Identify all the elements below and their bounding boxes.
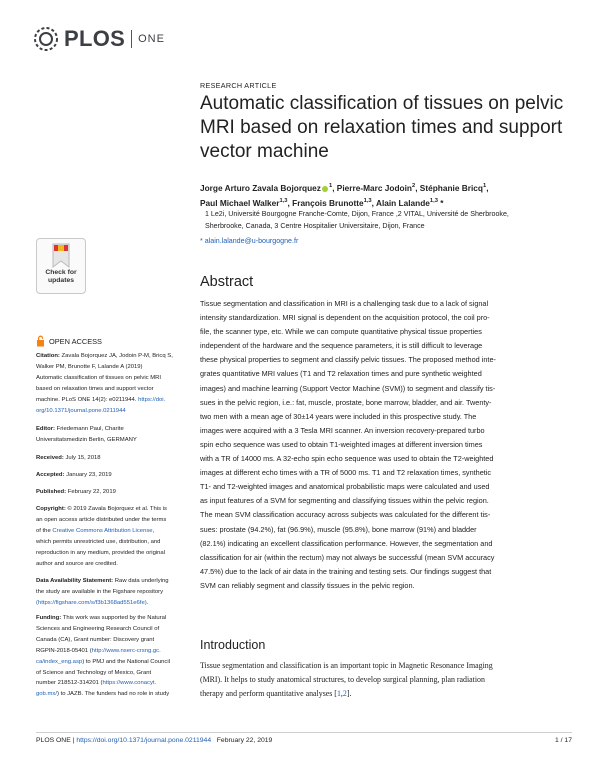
copyright-block: Copyright: © 2019 Zavala Bojorquez et al. This is an open access article distributed under the terms of the Creative Commons Attribution License, which permits unrestricted use, distribution, and reproduction in any medium, provided the original author and source are credited.: [36, 506, 167, 567]
author-name[interactable]: , Pierre-Marc Jodoin: [332, 182, 412, 193]
abstract-line: grates quantitative MRI values (T1 and T2 relaxation times and pure synthetic weighted: [200, 369, 482, 379]
funding-block: Funding: This work was supported by the Natural Sciences and Engineering Research Council of Canada (CA), Grant number: Discovery grant RGPIN-2018-05401 (http://www.nserc-crsng.gc. ca/index_eng.asp) to PMJ and the National Council of Science and Technology of Mexico, Grant number 218512-314201 (https://www.conacyt. gob.mx/) to JAZB. The funders had no role in study: [36, 615, 170, 698]
abstract-line: with a TR of 14000 ms. A 32-echo spin echo sequence was used to obtain the T2-weighted: [200, 454, 494, 464]
title-line: Automatic classification of tissues on pelvic: [200, 93, 564, 114]
figshare-link[interactable]: (https://figshare.com/s/f3b1368ad551e6fe): [36, 599, 147, 606]
introduction-heading: Introduction: [200, 638, 266, 652]
title-line: MRI based on relaxation times and support: [200, 117, 563, 138]
footer-doi-link[interactable]: https://doi.org/10.1371/journal.pone.0211944: [76, 737, 212, 744]
introduction-body: Tissue segmentation and classification is an important topic in Magnetic Resonance Imaging (MRI). It helps to study anatomical structures, to develop surgical planning, plan radiation therapy and perform quantitative analyses [1,2].: [200, 661, 493, 699]
author-list: Jorge Arturo Zavala Bojorquez $^1$, Pierre-Marc Jodoin$^2$, Stéphanie Bricq$^1$, Paul Michael Walker$^{1,3}$, François Brunotte$^{1,3}$, Alain Lalande$^{1,3}$ *: [200, 182, 489, 209]
abstract-line: independent of the hardware and the sequence parameters, it is still difficult to leverage: [200, 341, 483, 351]
abstract-line: 47.5%) due to the lack of air data in the training and testing sets. Our findings suggest that: [200, 566, 492, 576]
author-name[interactable]: , Stéphanie Bricq: [415, 182, 483, 193]
abstract-line: file, the scanner type, etc. While we can compute quantitative physical tissue properties: [200, 327, 482, 337]
abstract-body: [200, 297, 576, 593]
abstract-line: classification for air (within the rectum) may not always be successful (mean SVM accuracy: [200, 552, 495, 562]
logo-divider: [131, 30, 132, 48]
conacyt-link[interactable]: gob.mx/: [36, 691, 57, 698]
abstract-line: (82.1%) indicating an excellent classification performance. However, the segmentation and: [200, 538, 493, 548]
plos-logo[interactable]: [32, 22, 165, 56]
abstract-line: sues in the pelvic region, i.e.: fat, muscle, prostate, bone marrow, bladder, and air. Twenty-: [200, 397, 492, 407]
logo-text: PLOS: [64, 26, 126, 51]
author-name[interactable]: Paul Michael Walker: [200, 198, 280, 209]
badge-text: Check for: [45, 269, 77, 276]
article-type: RESEARCH ARTICLE: [200, 81, 277, 90]
reference-link[interactable]: 2: [342, 689, 347, 699]
abstract-line: as input features of a SVM for segmenting and classifying tissues within the pelvic region.: [200, 496, 489, 506]
nserc-link[interactable]: ca/index_eng.asp: [36, 658, 83, 665]
received-date: Received: July 15, 2018: [36, 455, 101, 461]
nserc-link[interactable]: http://www.nserc-crsng.gc.: [91, 647, 161, 654]
abstract-heading: Abstract: [200, 274, 254, 290]
conacyt-link[interactable]: https://www.conacyt.: [102, 680, 157, 687]
abstract-line: intensity standardization. MRI signal is dependent on the acquisition protocol, the coil pro-: [200, 313, 490, 323]
reference-link[interactable]: 1: [336, 689, 341, 699]
published-date: Published: February 22, 2019: [36, 489, 116, 495]
abstract-line: two men with a mean age of 30±14 years were included in this prospective study. The: [200, 411, 477, 421]
abstract-line: T1- and T2-weighted images and anatomical probabilistic maps were calculated and used: [200, 482, 490, 492]
author-name[interactable]: Jorge Arturo Zavala Bojorquez: [200, 182, 321, 193]
bookmark-ribbon-icon: [37, 241, 85, 271]
abstract-line: The mean SVM classification accuracy across subjects was calculated for the different tis-: [200, 510, 491, 520]
footer-citation: PLOS ONE | https://doi.org/10.1371/journal.pone.0211944 February 22, 2019: [36, 737, 273, 744]
affiliations: 1 Le2i, Université Bourgogne Franche-Comte, Dijon, France ,2 VITAL, Université de Sherbrooke, Sherbrooke, Canada, 3 Centre Hospitalier Universitaire, Dijon, France: [205, 210, 509, 230]
citation-block: Citation: Zavala Bojorquez JA, Jodoin P-M, Bricq S, Walker PM, Brunotte F, Lalande A (2019) Automatic classification of tissues on pelvic MRI based on relaxation times and support vector machine. PLoS ONE 14(2): e0211944. https://doi. org/10.1371/journal.pone.0211944: [36, 353, 173, 414]
article-title: [200, 92, 580, 164]
open-lock-icon: [36, 335, 45, 347]
abstract-line: sues: prostate (94.2%), fat (96.9%), muscle (95.8%), bone marrow (91%) and bladder: [200, 524, 477, 534]
badge-text: updates: [47, 277, 75, 284]
abstract-line: SVM can reliably segment and classify tissues in the pelvic region.: [200, 580, 415, 590]
check-for-updates-button[interactable]: [36, 238, 86, 294]
footer-divider: [36, 732, 572, 733]
editor-block: Editor: Friedemann Paul, Charite Universitatsmedizin Berlin, GERMANY: [36, 426, 137, 443]
abstract-line: Tissue segmentation and classification in MRI is a challenging task due to a lack of signal: [200, 299, 489, 308]
journal-name: ONE: [138, 33, 165, 45]
abstract-line: images) and machine learning (Support Vector Machine (SVM)) to segment and classify tis-: [200, 383, 496, 393]
abstract-line: images at different echo times with a TR of 5000 ms. T1 and T2 relaxation times, synthetic: [200, 468, 492, 478]
abstract-line: images were acquired with a 3 Tesla MRI scanner. An inversion recovery-prepared turbo: [200, 425, 485, 435]
license-link[interactable]: Creative Commons Attribution License: [52, 527, 153, 534]
abstract-line: these physical properties to segment and classify pelvic tissues. The proposed method inte-: [200, 355, 496, 365]
accepted-date: Accepted: January 23, 2019: [36, 472, 112, 478]
plos-logo-icon: [32, 25, 60, 53]
data-availability-block: Data Availability Statement: Raw data underlying the study are available in the Figshare repository (https://figshare.com/s/f3b1368ad551e6fe).: [36, 578, 169, 606]
orcid-icon[interactable]: [322, 186, 328, 192]
citation-doi-link[interactable]: https://doi.: [138, 396, 166, 403]
citation-doi-link[interactable]: org/10.1371/journal.pone.0211944: [36, 407, 126, 414]
author-name[interactable]: , Alain Lalande: [371, 198, 430, 209]
author-name[interactable]: , François Brunotte: [287, 198, 364, 209]
page-number: 1 / 17: [554, 737, 572, 744]
abstract-line: spin echo sequence was used to obtain T1-weighted images at different inversion times: [200, 439, 483, 449]
corresponding-email-link[interactable]: * alain.lalande@u-bourgogne.fr: [200, 237, 299, 245]
open-access-label: OPEN ACCESS: [36, 335, 102, 347]
title-line: vector machine: [200, 141, 329, 162]
